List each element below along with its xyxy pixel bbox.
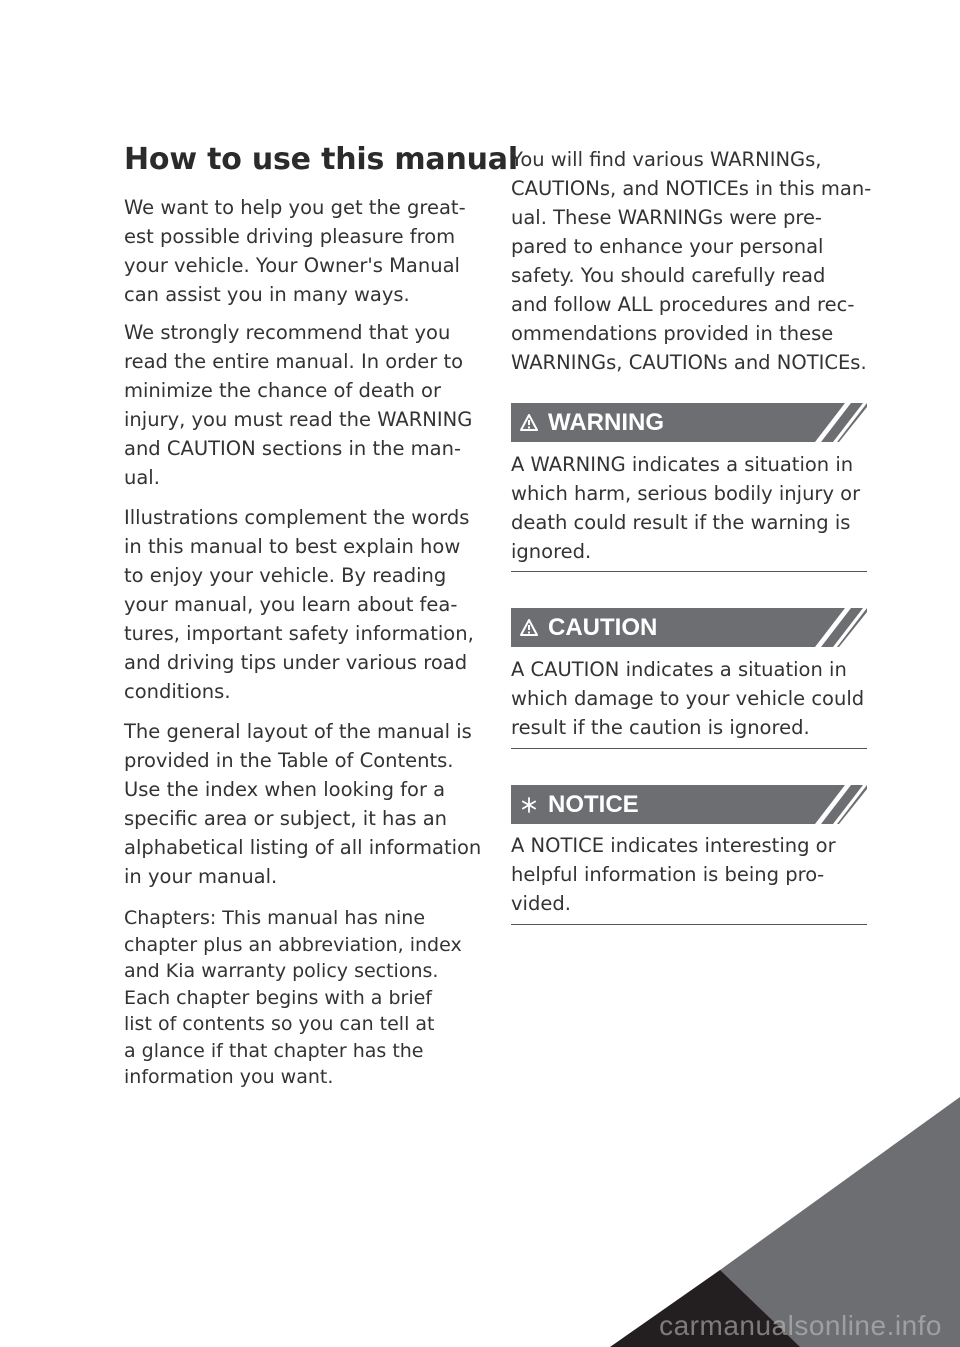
illustrations-paragraph: Illustrations complement the words in this manual to best explain how to enjoy your vehicle. By reading your manual, you learn about fea‑ tures, important safety information, and driving tips under various road conditions. bbox=[124, 506, 474, 703]
intro-paragraph: We want to help you get the great‑ est possible driving pleasure from your vehicle. Your Owner's Manual can assist you in many ways. bbox=[124, 196, 466, 306]
watermark: carmanualsonline.info bbox=[659, 1310, 942, 1341]
layout-paragraph: The general layout of the manual is provided in the Table of Contents. Use the index when looking for a specific area or subject, it has an alphabetical listing of all information in your manual. bbox=[124, 720, 482, 888]
warning-label: WARNING bbox=[548, 409, 664, 436]
chapters-paragraph: Chapters: This manual has nine chapter plus an abbreviation, index and Kia warranty policy sections. Each chapter begins with a brief list of contents so you can tell at a glance if that chapter has the information you want. bbox=[124, 907, 462, 1088]
notes-intro-paragraph: You will find various WARNINGs, CAUTIONs, and NOTICEs in this man‑ ual. These WARNINGs were pre‑ pared to enhance your personal safety. You should carefully read and follow ALL procedures and rec‑ ommendations provided in these WARNINGs, CAUTIONs and NOTICEs. bbox=[511, 148, 872, 374]
recommendation-paragraph: We strongly recommend that you read the entire manual. In order to minimize the chance of death or injury, you must read the WARNING and CAUTION sections in the man‑ ual. bbox=[124, 321, 473, 489]
warning-text: A WARNING indicates a situation in which harm, serious bodily injury or death could result if the warning is ignored. bbox=[511, 453, 861, 563]
caution-text: A CAUTION indicates a situation in which damage to your vehicle could result if the caution is ignored. bbox=[511, 658, 865, 739]
page-title: How to use this manual bbox=[124, 142, 518, 177]
notice-text: A NOTICE indicates interesting or helpful information is being pro‑ vided. bbox=[511, 834, 836, 915]
caution-label: CAUTION bbox=[548, 614, 658, 641]
notice-label: NOTICE bbox=[548, 791, 639, 818]
